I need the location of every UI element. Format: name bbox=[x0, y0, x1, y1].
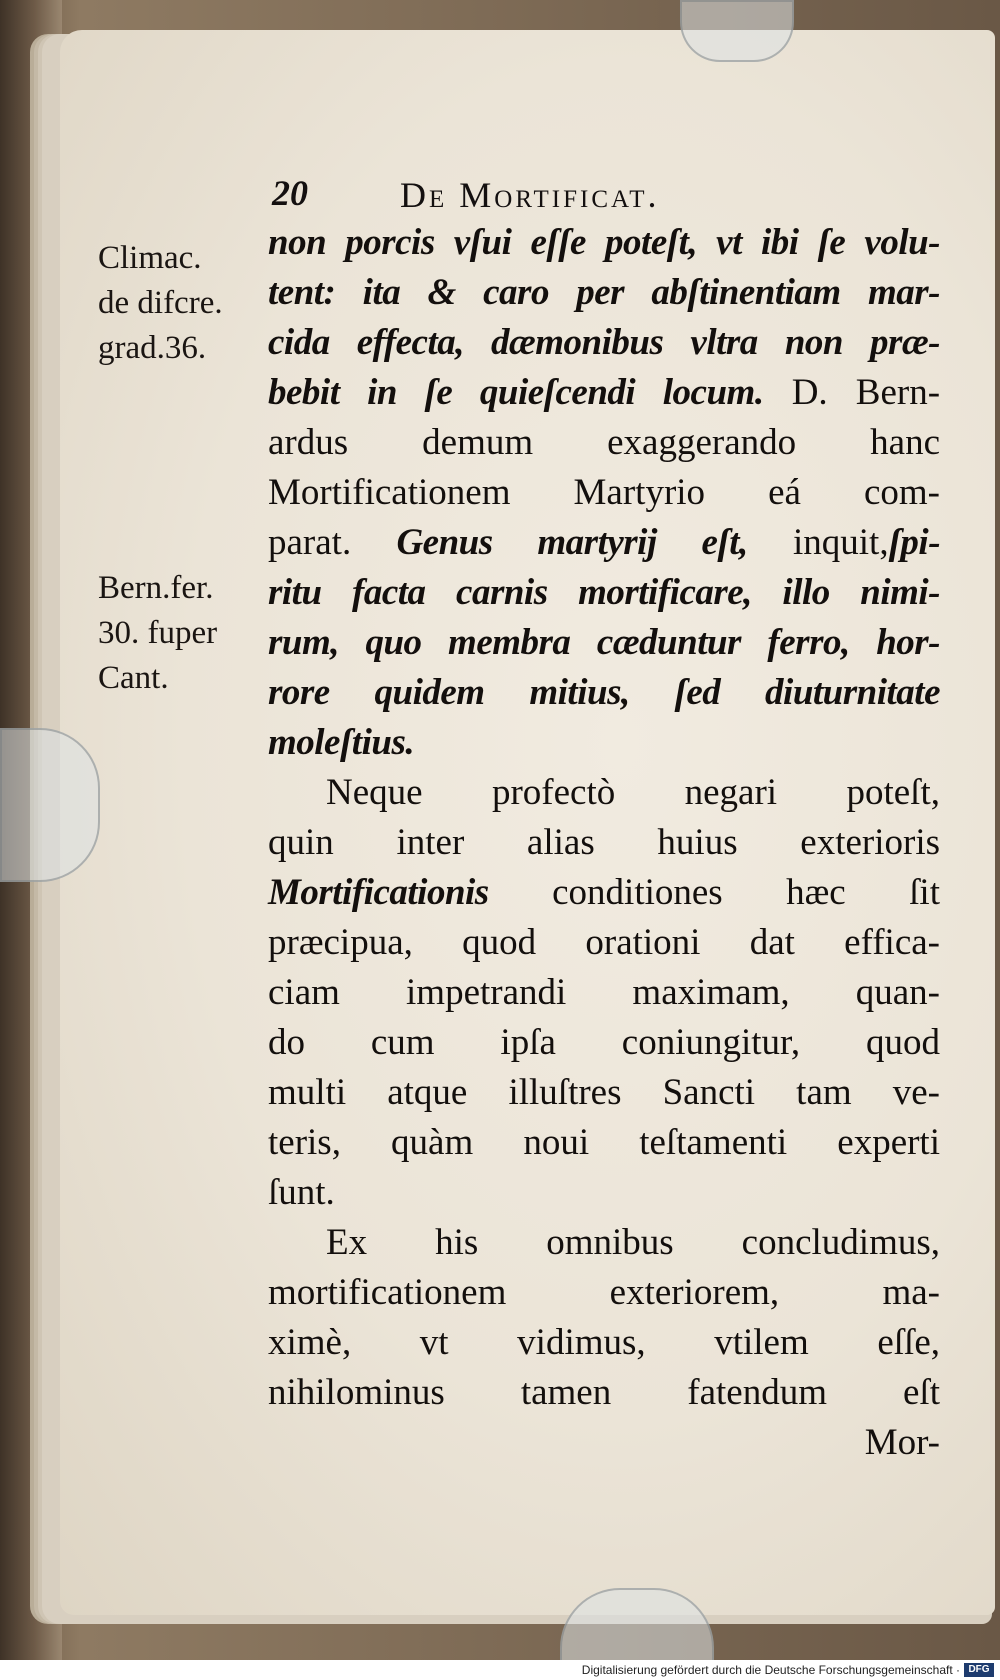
text-line: cida effecta, dæmonibus vltra non præ- bbox=[268, 322, 940, 363]
funding-credit: Digitalisierung gefördert durch die Deutsche Forschungsgemeinschaft · bbox=[581, 1663, 960, 1677]
text-line: do cum ipſa coniungitur, quod bbox=[268, 1022, 940, 1063]
text-line: rum, quo membra cæduntur ferro, hor- bbox=[268, 622, 940, 663]
text-line: ardus demum exaggerando hanc bbox=[268, 422, 940, 463]
text-span: parat. bbox=[268, 522, 352, 563]
margin-note-line: Climac. bbox=[98, 240, 202, 276]
text-line: præcipua, quod orationi dat effica- bbox=[268, 922, 940, 963]
quote-text: bebit in ſe quieſcendi locum. bbox=[268, 372, 764, 413]
text-span: inquit, bbox=[793, 522, 889, 563]
quote-text: ſpi- bbox=[888, 522, 941, 563]
text-line bbox=[268, 368, 940, 418]
text-line: tent: ita & caro per abſtinentiam mar- bbox=[268, 272, 940, 313]
text-span: D. Bern- bbox=[791, 372, 941, 413]
margin-note-line: 30. fuper bbox=[98, 615, 218, 651]
text-line: rore quidem mitius, ſed diuturnitate bbox=[268, 672, 940, 713]
running-header bbox=[272, 172, 872, 220]
text-line: quin inter alias huius exterioris bbox=[268, 822, 940, 863]
quote-text: Mortificationis bbox=[268, 872, 489, 913]
dfg-logo: DFG bbox=[964, 1663, 994, 1677]
quote-text: Genus martyrij eſt, bbox=[396, 522, 748, 563]
margin-note-line: de difcre. bbox=[98, 285, 223, 321]
text-line: nihilominus tamen fatendum eſt bbox=[268, 1372, 940, 1413]
text-line: ciam impetrandi maximam, quan- bbox=[268, 972, 940, 1013]
page-clip-top bbox=[680, 0, 794, 62]
margin-note-line: Bern.fer. bbox=[98, 570, 214, 606]
text-line: non porcis vſui eſſe poteſt, vt ibi ſe volu- bbox=[268, 222, 940, 263]
text-line: multi atque illuſtres Sancti tam ve- bbox=[268, 1072, 940, 1113]
text-line: ſunt. bbox=[268, 1172, 335, 1213]
text-line: ritu facta carnis mortificare, illo nimi- bbox=[268, 572, 940, 613]
text-line bbox=[268, 518, 940, 568]
body-text bbox=[268, 218, 940, 1468]
margin-note-line: grad.36. bbox=[98, 330, 207, 366]
margin-note-climacus bbox=[98, 236, 268, 371]
catchword: Mor- bbox=[864, 1422, 940, 1463]
page-number: 20 bbox=[272, 173, 308, 213]
text-line: Neque profectò negari poteſt, bbox=[326, 772, 940, 813]
text-line: teris, quàm noui teſtamenti experti bbox=[268, 1122, 940, 1163]
text-line: mortificationem exteriorem, ma- bbox=[268, 1272, 940, 1313]
margin-note-line: Cant. bbox=[98, 660, 169, 696]
text-line: ximè, vt vidimus, vtilem eſſe, bbox=[268, 1322, 940, 1363]
text-span: conditiones hæc ſit bbox=[552, 872, 940, 913]
running-title: De Mortificat. bbox=[400, 175, 660, 215]
text-line: Mortificationem Martyrio eá com- bbox=[268, 472, 940, 513]
text-line: Ex his omnibus concludimus, bbox=[326, 1222, 940, 1263]
text-line: moleſtius. bbox=[268, 722, 415, 763]
margin-note-bernardus bbox=[98, 566, 268, 701]
page-clip-left bbox=[0, 728, 100, 882]
text-line bbox=[268, 868, 940, 918]
